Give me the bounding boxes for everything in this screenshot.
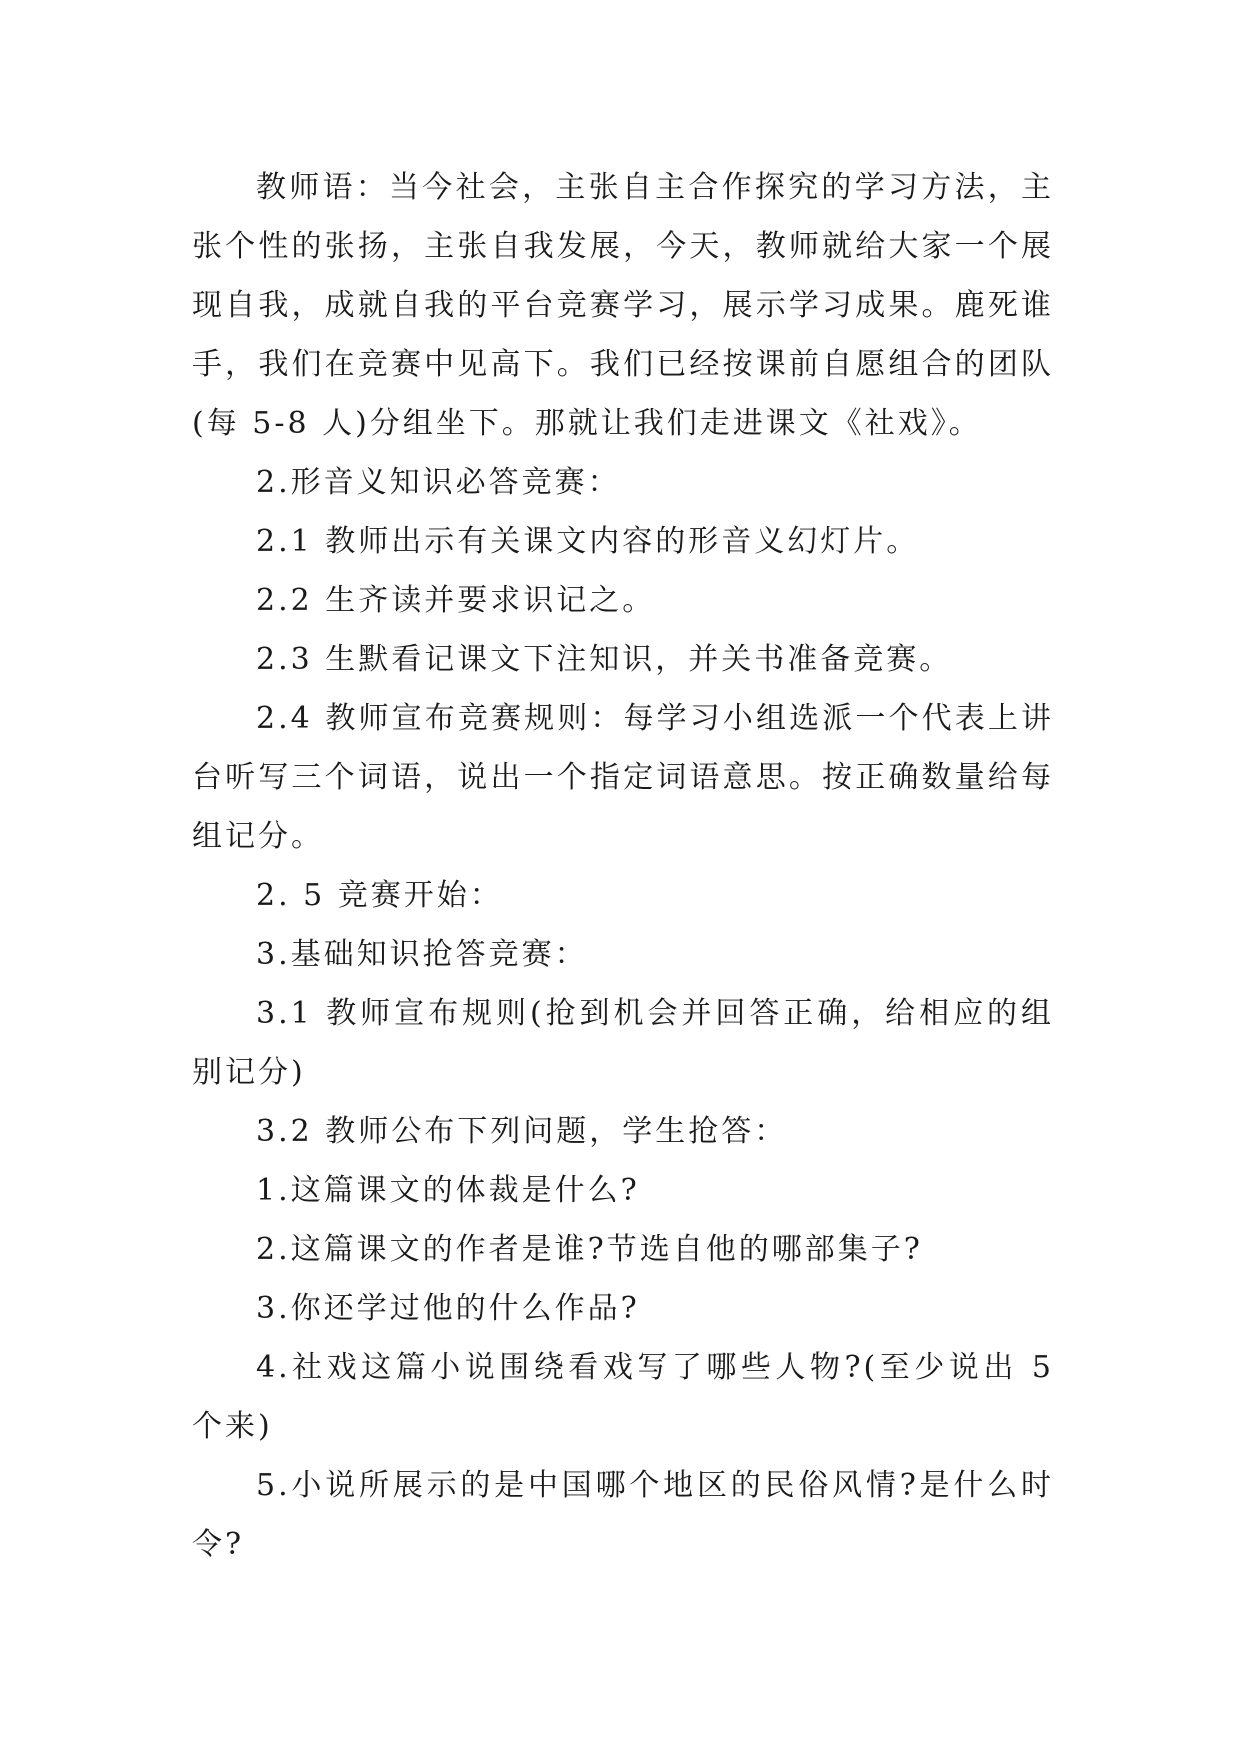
question-5: 5.小说所展示的是中国哪个地区的民俗风情?是什么时令?	[192, 1468, 1054, 1562]
question-1: 1.这篇课文的体裁是什么?	[256, 1173, 640, 1208]
paragraph-section-2-heading: 2.形音义知识必答竞赛：	[256, 465, 621, 500]
paragraph-section-3-heading: 3.基础知识抢答竞赛：	[256, 937, 588, 972]
question-3: 3.你还学过他的什么作品?	[256, 1291, 640, 1326]
paragraph-2-1: 2.1 教师出示有关课文内容的形音义幻灯片。	[256, 524, 920, 559]
paragraph-2-2: 2.2 生齐读并要求识记之。	[256, 583, 656, 618]
paragraph-2-4: 2.4 教师宣布竞赛规则：每学习小组选派一个代表上讲台听写三个词语，说出一个指定词语意思。按正确数量给每组记分。	[192, 701, 1054, 854]
document-body	[192, 158, 1067, 1574]
paragraph-3-2: 3.2 教师公布下列问题，学生抢答：	[256, 1114, 788, 1149]
question-2: 2.这篇课文的作者是谁?节选自他的哪部集子?	[256, 1232, 923, 1267]
paragraph-2-5: 2. 5 竞赛开始：	[256, 878, 503, 913]
paragraph-3-1: 3.1 教师宣布规则(抢到机会并回答正确，给相应的组别记分)	[192, 996, 1054, 1090]
paragraph-2-3: 2.3 生默看记课文下注知识，并关书准备竞赛。	[256, 642, 953, 677]
question-4: 4.社戏这篇小说围绕看戏写了哪些人物?(至少说出 5 个来)	[192, 1350, 1067, 1444]
paragraph-intro: 教师语：当今社会，主张自主合作探究的学习方法，主张个性的张扬，主张自我发展，今天，教师就给大家一个展现自我，成就自我的平台竞赛学习，展示学习成果。鹿死谁手，我们在竞赛中见高下。我们已经按课前自愿组合的团队(每 5-8 人)分组坐下。那就让我们走进课文《社戏》。	[192, 170, 1054, 441]
